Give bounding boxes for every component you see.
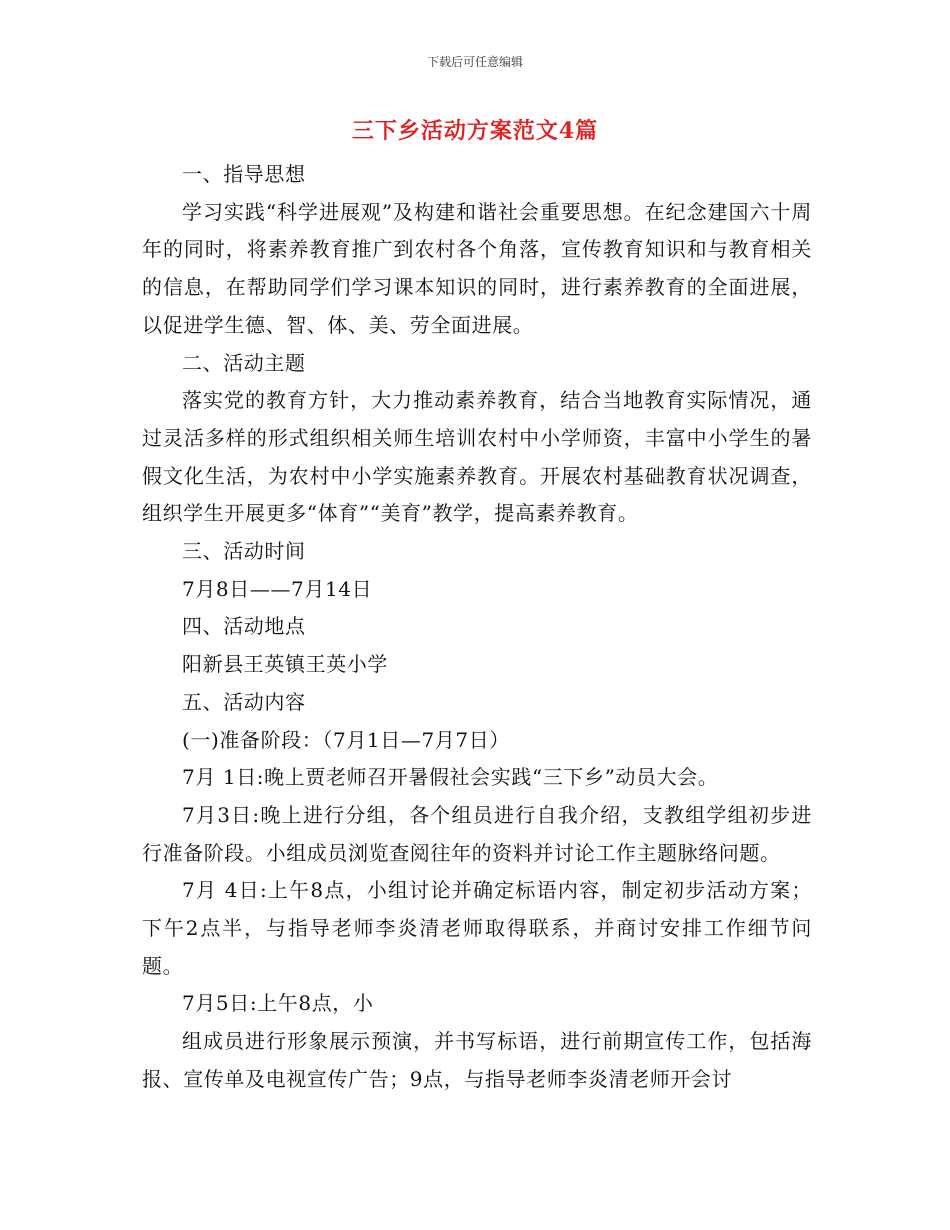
document-body [142, 156, 812, 1099]
paragraph-july-1: 7月 1日:晚上贾老师召开暑假社会实践“三下乡”动员大会。 [182, 765, 719, 790]
paragraph-preparation-stage: (一)准备阶段：（7月1日—7月7日） [182, 727, 510, 752]
paragraph-july-4: 7月 4日:上午8点，小组讨论并确定标语内容，制定初步活动方案；下午2点半，与指导老师李炎清老师取得联系，并商讨安排工作细节问题。 [142, 878, 812, 978]
document-title: 三下乡活动方案范文4篇 [351, 118, 599, 144]
section-heading-activity-content: 五、活动内容 [182, 689, 306, 714]
section-heading-activity-theme: 二、活动主题 [182, 350, 306, 375]
paragraph-july-5-continued: 组成员进行形象展示预演，并书写标语，进行前期宣传工作，包括海报、宣传单及电视宣传广告；9点，与指导老师李炎清老师开会讨 [142, 1029, 812, 1091]
header-note: 下载后可任意编辑 [426, 55, 523, 69]
paragraph-july-5: 7月5日:上午8点，小 [182, 991, 374, 1016]
paragraph-activity-location: 阳新县王英镇王英小学 [182, 652, 388, 677]
section-heading-activity-location: 四、活动地点 [182, 614, 306, 639]
paragraph-activity-theme: 落实党的教育方针，大力推动素养教育，结合当地教育实际情况，通过灵活多样的形式组织相关师生培训农村中小学师资，丰富中小学生的暑假文化生活，为农村中小学实施素养教育。开展农村基础教育状况调查，组织学生开展更多“体育”“美育”教学，提高素养教育。 [142, 388, 812, 526]
paragraph-guiding-thought: 学习实践“科学进展观”及构建和谐社会重要思想。在纪念建国六十周年的同时，将素养教育推广到农村各个角落，宣传教育知识和与教育相关的信息，在帮助同学们学习课本知识的同时，进行素养教育的全面进展，以促进学生德、智、体、美、劳全面进展。 [142, 199, 812, 337]
section-heading-activity-time: 三、活动时间 [182, 539, 306, 564]
paragraph-activity-time: 7月8日——7月14日 [182, 576, 373, 601]
section-heading-guiding-thought: 一、指导思想 [182, 162, 306, 186]
paragraph-july-3: 7月3日:晚上进行分组，各个组员进行自我介绍，支教组学组初步进行准备阶段。小组成员浏览查阅往年的资料并讨论工作主题脉络问题。 [142, 802, 812, 865]
